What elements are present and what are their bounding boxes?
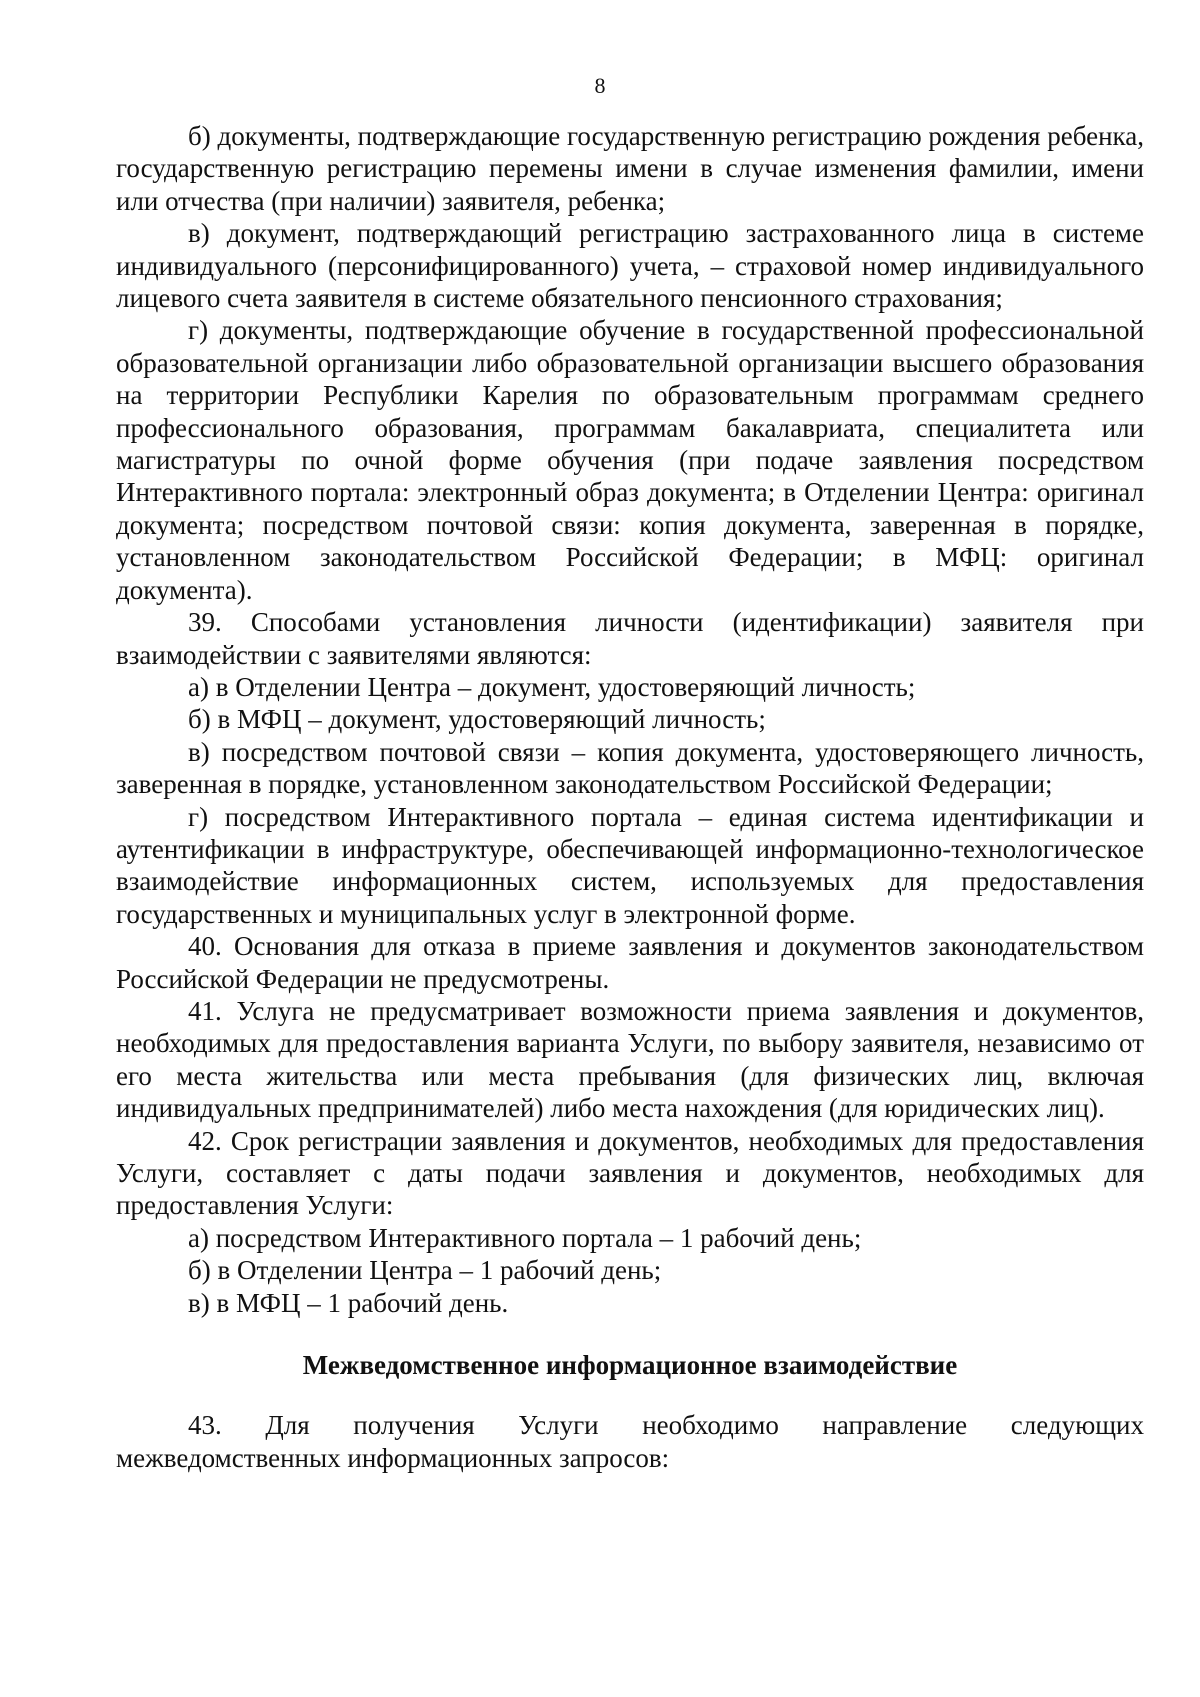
paragraph-g-education-docs: г) документы, подтверждающие обучение в государственной профессиональной образовательной организации либо образовательной организации высшего образования на территории Республики Карелия по образовательным программам среднего профессионального образования, программам бакалавриата, специалитета или магистратуры по очной форме обучения (при подаче заявления посредством Интерактивного портала: электронный образ документа; в Отделении Центра: оригинал документа; посредством почтовой связи: копия документа, заверенная в порядке, установленном законодательством Российской Федерации; в МФЦ: оригинал документа).	[116, 315, 1144, 605]
paragraph-41-extraterritorial: 41. Услуга не предусматривает возможности приема заявления и документов, необходимых для предоставления варианта Услуги, по выбору заявителя, независимо от его места жительства или места пребывания (для физических лиц, включая индивидуальных предпринимателей) либо места нахождения (для юридических лиц).	[116, 995, 1144, 1124]
section-heading: Межведомственное информационное взаимодействие	[302, 1350, 958, 1381]
list-item-g-portal: г) посредством Интерактивного портала – единая система идентификации и аутентификации в инфраструктуре, обеспечивающей информационно-технологическое взаимодействие информационных систем, используемых для предоставления государственных и муниципальных услуг в электронной форме.	[116, 801, 1144, 929]
paragraph-b-birth-docs: б) документы, подтверждающие государственную регистрацию рождения ребенка, государственную регистрацию перемены имени в случае изменения фамилии, имени или отчества (при наличии) заявителя, ребенка;	[116, 121, 1144, 216]
paragraph-39-identification: 39. Способами установления личности (идентификации) заявителя при взаимодействии с заявителями являются:	[116, 607, 1144, 670]
list-item-b-mfc: б) в МФЦ – документ, удостоверяющий личность;	[188, 704, 766, 735]
paragraph-43-interagency-requests: 43. Для получения Услуги необходимо направление следующих межведомственных информационных запросов:	[116, 1410, 1144, 1473]
list-item-v-mfc-term: в) в МФЦ – 1 рабочий день.	[188, 1287, 509, 1318]
document-body	[116, 120, 1144, 1474]
page-number: 8	[594, 73, 606, 98]
list-item-a-portal-term: а) посредством Интерактивного портала – 1 рабочий день;	[188, 1222, 862, 1253]
paragraph-40-refusal: 40. Основания для отказа в приеме заявления и документов законодательством Российской Федерации не предусмотрены.	[116, 931, 1144, 994]
list-item-v-post: в) посредством почтовой связи – копия документа, удостоверяющего личность, заверенная в порядке, установленном законодательством Российской Федерации;	[116, 736, 1144, 800]
list-item-b-office-term: б) в Отделении Центра – 1 рабочий день;	[188, 1255, 662, 1286]
paragraph-v-snils: в) документ, подтверждающий регистрацию застрахованного лица в системе индивидуального (персонифицированного) учета, – страховой номер индивидуального лицевого счета заявителя в системе обязательного пенсионного страхования;	[116, 218, 1144, 314]
paragraph-42-registration-term: 42. Срок регистрации заявления и документов, необходимых для предоставления Услуги, составляет с даты подачи заявления и документов, необходимых для предоставления Услуги:	[116, 1125, 1144, 1221]
list-item-a-office: а) в Отделении Центра – документ, удостоверяющий личность;	[188, 671, 916, 702]
